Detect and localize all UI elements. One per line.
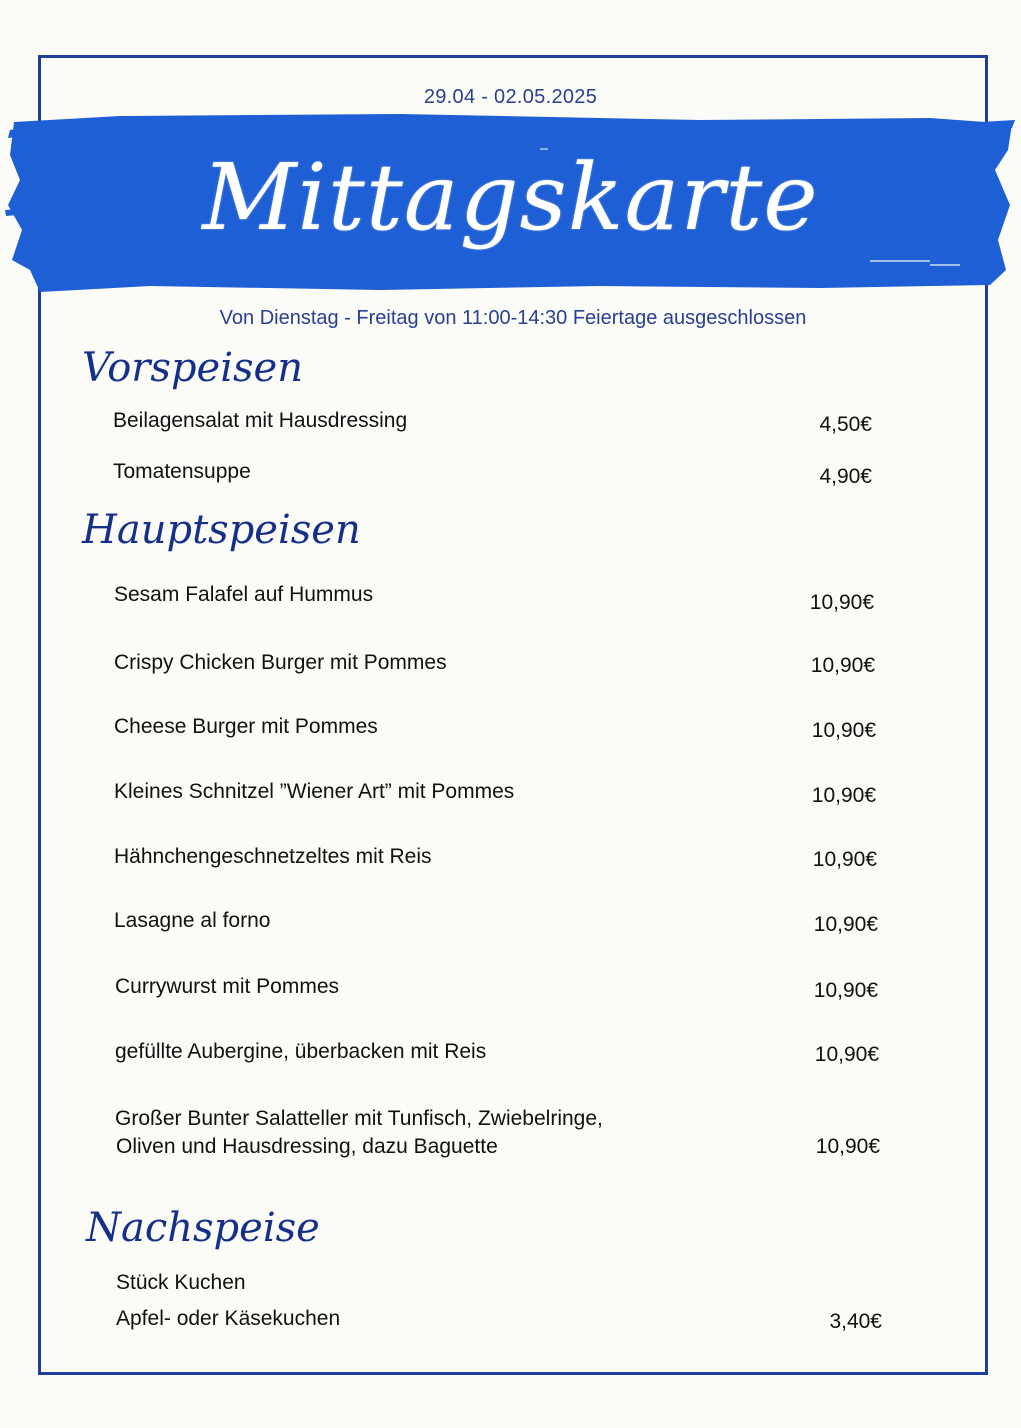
menu-item-price: 10,90€: [812, 848, 877, 871]
page-title: Mittagskarte: [202, 144, 819, 251]
section-title-vorspeisen: Vorspeisen: [82, 345, 303, 391]
menu-item: gefüllte Aubergine, überbacken mit Reis: [115, 1040, 487, 1063]
menu-item-price: 10,90€: [810, 654, 875, 677]
menu-item-price: 10,90€: [814, 1043, 879, 1066]
menu-item-line2: Oliven und Hausdressing, dazu Baguette: [116, 1135, 498, 1158]
menu-item: Currywurst mit Pommes: [115, 975, 340, 998]
menu-item-line1: Großer Bunter Salatteller mit Tunfisch, Zwiebelringe,: [115, 1107, 603, 1130]
menu-item: Lasagne al forno: [114, 909, 271, 932]
menu-item: Hähnchengeschnetzeltes mit Reis: [114, 845, 432, 868]
menu-item: Beilagensalat mit Hausdressing: [113, 409, 408, 432]
menu-item-price: 3,40€: [829, 1310, 882, 1333]
menu-item-price: 10,90€: [809, 591, 874, 614]
menu-item: Cheese Burger mit Pommes: [114, 715, 378, 738]
menu-item: Crispy Chicken Burger mit Pommes: [114, 651, 447, 674]
menu-item-price: 10,90€: [811, 719, 876, 742]
opening-hours: Von Dienstag - Freitag von 11:00-14:30 Feiertage ausgeschlossen: [219, 307, 807, 329]
menu-item-price: 10,90€: [813, 913, 878, 936]
menu-item-price: 10,90€: [813, 979, 878, 1002]
menu-item-price: 10,90€: [815, 1135, 880, 1158]
date-range: 29.04 - 02.05.2025: [423, 86, 598, 108]
menu-item: Sesam Falafel auf Hummus: [114, 583, 374, 606]
section-title-nachspeise: Nachspeise: [86, 1205, 320, 1251]
menu-item-price: 10,90€: [811, 784, 876, 807]
menu-item-price: 4,90€: [819, 465, 872, 488]
menu-item: Tomatensuppe: [113, 460, 251, 483]
menu-item: Kleines Schnitzel ”Wiener Art” mit Pommes: [114, 780, 515, 803]
menu-item: Stück Kuchen: [116, 1271, 246, 1294]
menu-item-price: 4,50€: [819, 413, 872, 436]
section-title-hauptspeisen: Hauptspeisen: [82, 507, 361, 553]
menu-item: Apfel- oder Käsekuchen: [116, 1307, 341, 1330]
